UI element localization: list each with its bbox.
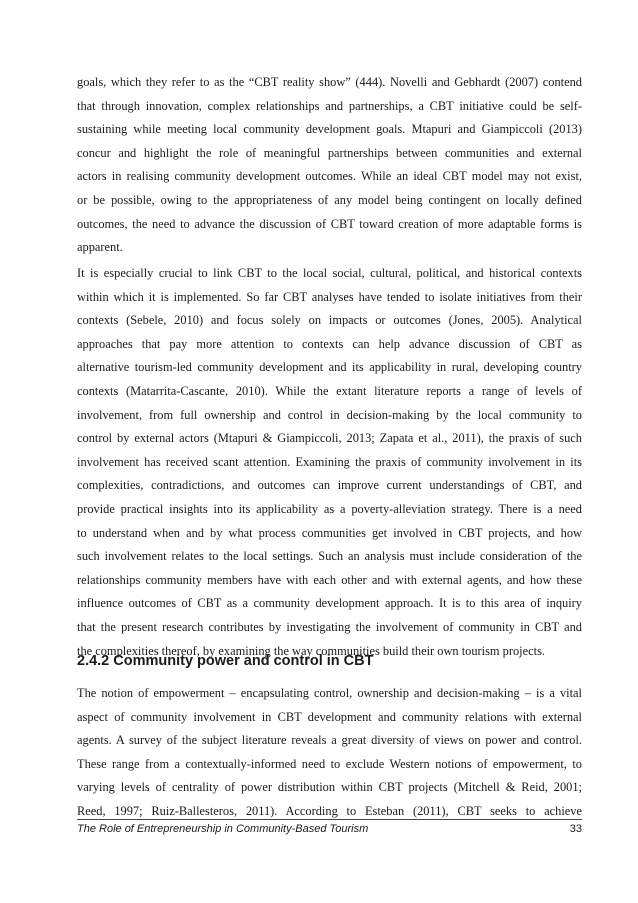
footer-page-number: 33 [569,823,582,835]
paragraph-line: apparent. [77,240,123,255]
paragraph-2 [77,262,582,663]
paragraph-line: provide practical insights into its applicability as a poverty-alleviation strategy. There is a need [77,501,582,516]
paragraph-line: that the present research contributes by investigating the involvement of community in CBT and [77,619,582,634]
paragraph-line: the complexities thereof, by examining the way communities build their own tourism projects. [77,643,545,658]
paragraph-line: actors in realising community development outcomes. While an ideal CBT model may not exist, [77,169,582,184]
paragraph-line: agents. A survey of the subject literature reveals a great diversity of views on power and control. [77,733,582,748]
paragraph-3 [77,682,582,824]
paragraph-line: aspect of community involvement in CBT development and community relations with external [77,709,582,724]
paragraph-line: contexts (Sebele, 2010) and focus solely on impacts or outcomes (Jones, 2005). Analytical [77,313,582,328]
paragraph-line: relationships community members have with each other and with external agents, and how these [77,572,582,587]
paragraph-line: Reed, 1997; Ruiz-Ballesteros, 2011). According to Esteban (2011), CBT seeks to achieve [77,803,582,818]
paragraph-line: that through innovation, complex relationships and partnerships, a CBT initiative could be self- [77,98,582,113]
section-heading: 2.4.2 Community power and control in CBT [77,653,374,669]
paragraph-line: or be possible, owing to the appropriateness of any model being contingent on locally defined [77,192,582,207]
paragraph-line: sustaining while meeting local community development goals. Mtapuri and Giampiccoli (2013) [77,122,582,137]
paragraph-line: alternative tourism-led community development and its applicability in rural, developing country [77,360,582,375]
paragraph-line: varying levels of centrality of power distribution within CBT projects (Mitchell & Reid, 2001; [77,780,582,795]
paragraph-1 [77,71,582,260]
footer-document-title: The Role of Entrepreneurship in Community-Based Tourism [77,823,369,835]
paragraph-line: involvement has received scant attention. Examining the praxis of community involvement in its [77,454,582,469]
paragraph-line: control by external actors (Mtapuri & Giampiccoli, 2013; Zapata et al., 2011), the praxis of such [77,431,582,446]
paragraph-line: contexts (Matarrita-Cascante, 2010). While the extant literature reports a range of levels of [77,383,582,398]
paragraph-line: These range from a contextually-informed need to exclude Western notions of empowerment, to [77,756,582,771]
paragraph-line: influence outcomes of CBT as a community development approach. It is to this area of inquiry [77,596,582,611]
paragraph-line: concur and highlight the role of meaningful partnerships between communities and external [77,145,582,160]
paragraph-line: outcomes, the need to advance the discussion of CBT toward creation of more adaptable forms is [77,216,582,231]
paragraph-line: complexities, contradictions, and outcomes can improve current understandings of CBT, and [77,478,582,493]
paragraph-line: The notion of empowerment – encapsulating control, ownership and decision-making – is a vital [77,686,582,700]
paragraph-line: within which it is implemented. So far CBT analyses have tended to isolate initiatives from their [77,289,582,304]
paragraph-line: to understand when and by what process communities get involved in CBT projects, and how [77,525,582,540]
paragraph-line: goals, which they refer to as the “CBT reality show” (444). Novelli and Gebhardt (2007) contend [77,75,582,89]
paragraph-line: approaches that pay more attention to contexts can help advance discussion of CBT as [77,336,582,351]
paragraph-line: It is especially crucial to link CBT to the local social, cultural, political, and historical contexts [77,266,582,280]
paragraph-line: involvement, from full ownership and control in decision-making by the local community to [77,407,582,422]
paragraph-line: such involvement relates to the local settings. Such an analysis must include consideration of the [77,549,582,564]
footer-divider [77,819,582,820]
